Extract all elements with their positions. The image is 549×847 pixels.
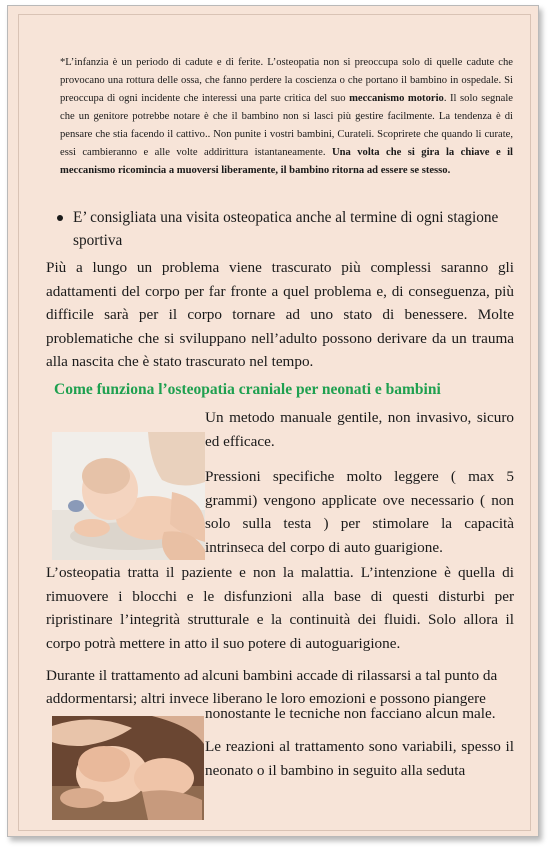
baby-lying-illustration: [52, 432, 205, 560]
paragraph-1: Più a lungo un problema viene trascurato più complessi saranno gli adattamenti del corpo per far fronte a quel problema e, di conseguenza, più difficile sarà per il corpo tornare ad uno stato di benessere. Molte problematiche che si sviluppano nell’adulto possono derivare da un trauma alla nascita che è stato trascurato nel tempo.: [46, 259, 514, 370]
paragraph-3-line-1: Durante il trattamento ad alcuni bambini accade di rilassarsi a tal punto da: [46, 667, 498, 684]
document-page: [7, 5, 539, 837]
intro-text-2: . Il solo segnale che un genitore potrebbe notare è che il bambino non si lasci più gestire facilmente. La tendenza è di pensare che stia facendo il cattivo.. Non punite i vostri bambini, Curateli. Scoprirete che quando li curate, essi cambieranno e alle volte addirittura istantaneamente.: [60, 93, 514, 158]
baby-photo-2: [52, 716, 204, 820]
pressure-text: Pressioni specifiche molto leggere ( max 5 grammi) vengono applicate ove necessario ( non solo sulla testa ) per stimolare la capacità intrinseca del corpo di auto guarigione.: [205, 468, 514, 556]
paragraph-3-line-2: addormentarsi; altri invece liberano le loro emozioni e possono piangere: [46, 690, 486, 707]
intro-paragraph: [60, 54, 513, 180]
method-text: Un metodo manuale gentile, non invasivo, sicuro ed efficace.: [205, 409, 514, 450]
paragraph-4: Le reazioni al trattamento sono variabili, spesso il neonato o il bambino in seguito alla seduta: [205, 738, 514, 779]
intro-bold-2: Una volta che si gira la chiave e il meccanismo ricomincia a muoversi liberamente, il bambino ritorna ad essere se stesso.: [60, 147, 513, 176]
bullet-text: E’ consigliata una visita osteopatica anche al termine di ogni stagione sportiva: [73, 209, 499, 249]
bullet-item: [73, 206, 513, 252]
baby-photo-1: [52, 432, 205, 560]
intro-bold-1: meccanismo motorio: [349, 93, 444, 104]
paragraph-2: L’osteopatia tratta il paziente e non la malattia. L’intenzione è quella di rimuovere i blocchi e le disfunzioni alla base di questi disturbi per ripristinare l’integrità strutturale e la continuità dei fluidi. Solo allora il corpo potrà mettere in atto il suo potere di autoguarigione.: [46, 564, 514, 652]
section-heading: Come funziona l’osteopatia craniale per neonati e bambini: [54, 381, 441, 398]
bullet-dot-icon: [57, 215, 63, 221]
intro-text-1: *L’infanzia è un periodo di cadute e di ferite. L’osteopatia non si preoccupa solo di quelle cadute che provocano una rottura delle ossa, che fanno perdere la coscienza o che portano il bambino in ospedale. Si preoccupa di ogni incidente che interessi una parte critica del suo: [60, 57, 513, 104]
paragraph-3-line-3: nonostante le tecniche non facciano alcun male.: [205, 705, 496, 722]
sleeping-baby-illustration: [52, 716, 204, 820]
